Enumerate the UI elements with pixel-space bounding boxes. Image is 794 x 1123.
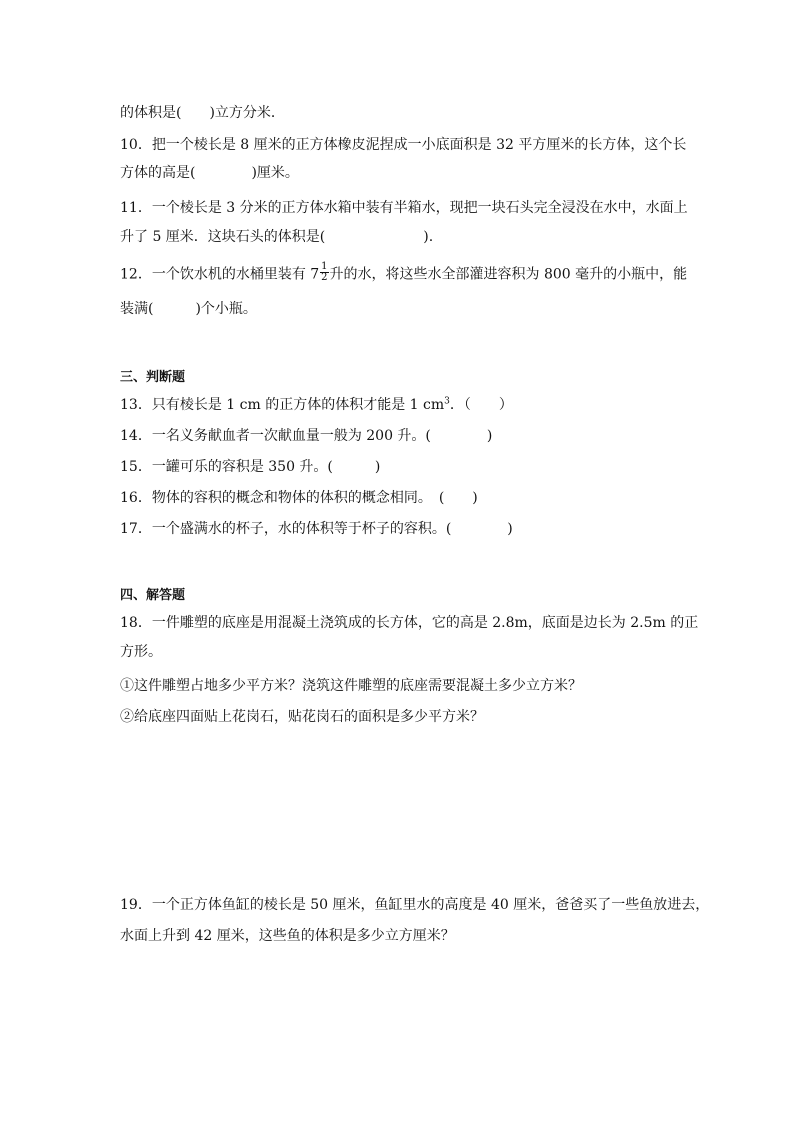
q18-sub2: ②给底座四面贴上花岗石，贴花岗石的面积是多少平方米？	[120, 709, 484, 725]
q18-sub1: ①这件雕塑占地多少平方米？浇筑这件雕塑的底座需要混凝土多少立方米？	[120, 678, 582, 694]
q12-line1	[120, 261, 688, 285]
q13-text-after: ．（ ）	[449, 397, 513, 413]
q15-text: 15．一罐可乐的容积是 350 升。( )	[120, 459, 381, 475]
q16-text: 16．物体的容积的概念和物体的体积的概念相同。 ( )	[120, 490, 478, 506]
q13-superscript: 3	[444, 396, 450, 407]
q18-line1: 18．一件雕塑的底座是用混凝土浇筑成的长方体，它的高是 2.8m，底面是边长为 2.5m 的正	[120, 615, 699, 631]
q12-text-before: 12．一个饮水机的水桶里装有 7	[120, 266, 320, 283]
q12-line2: 装满( )个小瓶。	[120, 301, 257, 317]
q12-fraction-numerator: 1	[321, 261, 328, 272]
section3-title: 三、判断题	[120, 370, 186, 385]
q19-line2: 水面上升到 42 厘米，这些鱼的体积是多少立方厘米？	[120, 928, 455, 944]
q19-line1: 19．一个正方体鱼缸的棱长是 50 厘米，鱼缸里水的高度是 40 厘米，爸爸买了一些鱼放进去，	[120, 897, 710, 913]
q11-line2: 升了 5 厘米．这块石头的体积是( ).	[120, 229, 434, 245]
q10-line1: 10．把一个棱长是 8 厘米的正方体橡皮泥捏成一小底面积是 32 平方厘米的长方体，这个长	[120, 137, 687, 153]
q14-text: 14．一名义务献血者一次献血量一般为 200 升。( )	[120, 428, 493, 444]
q13-text-before: 13．只有棱长是 1 cm 的正方体的体积才能是 1 cm	[120, 397, 445, 413]
q18-line2: 方形。	[120, 644, 162, 660]
q10-line2: 方体的高是( )厘米。	[120, 165, 299, 181]
q12-fraction	[320, 262, 328, 283]
q11-line1: 11．一个棱长是 3 分米的正方体水箱中装有半箱水，现把一块石头完全浸没在水中，水面上	[120, 200, 688, 216]
q17-text: 17．一个盛满水的杯子，水的体积等于杯子的容积。( )	[120, 521, 513, 537]
q9-tail: 的体积是( )立方分米．	[120, 105, 285, 121]
section4-title: 四、解答题	[120, 588, 186, 603]
q12-fraction-denominator: 2	[321, 272, 328, 283]
q13-text	[120, 395, 513, 415]
q12-text-after: 升的水，将这些水全部灌进容积为 800 毫升的小瓶中，能	[329, 266, 688, 283]
